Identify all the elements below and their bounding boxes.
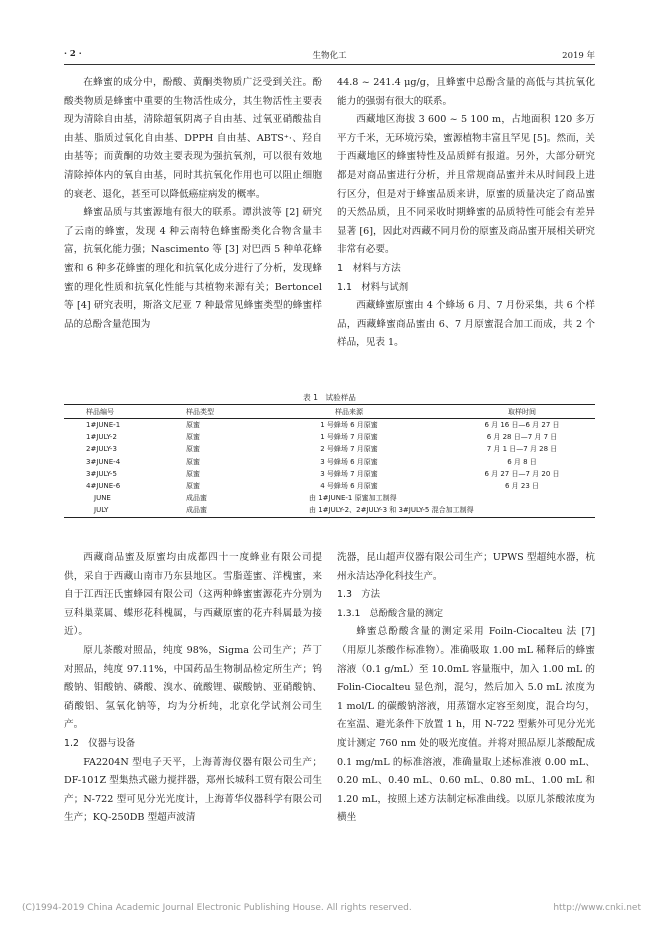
table-cell: 3 号蜂场 6 月原蜜 bbox=[320, 457, 378, 466]
subsubsection-heading: 1.3.1 总酚酸含量的测定 bbox=[337, 607, 444, 619]
table-cell: 成品蜜 bbox=[164, 504, 249, 517]
running-header bbox=[64, 49, 595, 63]
paragraph: 西藏商品蜜及原蜜均由成都四十一度蜂业有限公司提供，采自于西藏山南市乃东县地区。雪脂莲蜜、洋槐蜜，来自于江西汪氏蜜蜂园有限公司（这两种蜂蜜蜜源花卉分别为豆科巢菜属、蝶形花科槐属，与西藏原蜜的花卉科属最为接近）。 bbox=[64, 552, 322, 638]
table-cell: 2 号蜂场 7 月原蜜 bbox=[320, 445, 378, 454]
table-header-row bbox=[64, 405, 595, 419]
table-row bbox=[64, 492, 595, 504]
table-cell: 1#JUNE-1 bbox=[86, 421, 121, 430]
table-row bbox=[64, 504, 595, 517]
journal-name: 生物化工 bbox=[312, 51, 347, 61]
page-number: · 2 · bbox=[64, 49, 82, 59]
table-cell: 4#JUNE-6 bbox=[86, 482, 121, 491]
table-row bbox=[64, 419, 595, 432]
subsection-heading: 1.2 仪器与设备 bbox=[64, 737, 136, 749]
table-row bbox=[64, 480, 595, 492]
paragraph: 西藏地区海拔 3 600 ~ 5 100 m，占地面积 120 多万平方千米，无环境污染，蜜源植物丰富且罕见 [5]。然而，关于西藏地区的蜂蜜特性及品质鲜有报道。另外，大部分研究都是对商品蜜进行分析，并且常规商品蜜并未从时间段上进行区分，但是对于蜂蜜品质来讲，原蜜的质量决定了商品蜜的天然品质，且不同采收时期蜂蜜的品质特性可能会有差异显著 [6]，因此对西藏不同月份的原蜜及商品蜜开展相关研究非常有必要。 bbox=[337, 114, 595, 256]
paragraph: 原儿茶酸对照品，纯度 98%，Sigma 公司生产；芦丁对照品，纯度 97.11%，中国药品生物制品检定所生产；钨酸钠、钼酸钠、磷酸、溴水、硫酸锂、碳酸钠、亚硝酸钠、硝酸铝、氢氧化钠等，均为分析纯，北京化学试剂公司生产。 bbox=[64, 644, 322, 731]
table-cell: 原蜜 bbox=[186, 421, 200, 430]
table-cell: 6 月 16 日—6 月 27 日 bbox=[484, 421, 560, 430]
journal-year: 2019 年 bbox=[562, 51, 595, 61]
table-cell: 2#JULY-3 bbox=[86, 445, 117, 454]
table-cell: 7 月 1 日—7 月 28 日 bbox=[486, 445, 558, 454]
table-header: 样品类型 bbox=[164, 405, 249, 419]
table-header: 取样时间 bbox=[449, 405, 595, 419]
table-cell: 3#JULY-5 bbox=[86, 469, 117, 478]
table-cell: JUNE bbox=[94, 494, 111, 503]
paragraph: 西藏蜂蜜原蜜由 4 个蜂场 6 月、7 月份采集，共 6 个样品，西藏蜂蜜商品蜜由 6、7 月原蜜混合加工而成，共 2 个样品，见表 1。 bbox=[337, 300, 595, 349]
table-cell: JULY bbox=[64, 504, 164, 517]
table-cell: 3#JUNE-4 bbox=[86, 457, 121, 466]
table-caption: 表 1 试验样品 bbox=[303, 393, 356, 402]
table-cell: 1 号蜂场 6 月原蜜 bbox=[320, 421, 378, 430]
paragraph: 44.8 ~ 241.4 μg/g，且蜂蜜中总酚含量的高低与其抗氧化能力的强弱有很大的联系。 bbox=[337, 77, 595, 107]
right-column-top bbox=[337, 74, 595, 353]
paragraph: 蜂蜜总酚酸含量的测定采用 Foiln-Ciocalteu 法 [7]（用原儿茶酸作标准物）。准确吸取 1.00 mL 稀释后的蜂蜜溶液（0.1 g/mL）至 10.0mL 容量瓶中，加入 1.00 mL 的 Folin-Ciocalteu 显色剂，混匀，然后加入 5.0 mL 浓度为 1 mol/L 的碳酸钠溶液，用蒸馏水定容至刻度，混合均匀，在室温、避光条件下放置 1 h，用 N-722 型紫外可见分光光度计测定 760 nm 处的吸光度值。并将对照品原儿茶酸配成 0.1 mg/mL 的标准溶液，准确量取上述标准液 0.00 mL、0.20 mL、0.40 mL、0.60 mL、0.80 mL、1.00 mL 和 1.20 mL，按照上述方法制定标准曲线。以原儿茶酸浓度为横坐 bbox=[337, 626, 595, 824]
paragraph: FA2204N 型电子天平，上海菁海仪器有限公司生产；DF-101Z 型集热式磁力搅拌器，郑州长城科工贸有限公司生产；N-722 型可见分光光度计，上海菁华仪器科学有限公司生产；KQ-250DB 型超声波清 bbox=[64, 756, 322, 824]
table-cell: 成品蜜 bbox=[186, 494, 207, 503]
header-rule bbox=[64, 64, 595, 65]
table-cell: 由 1#JULY-2、2#JULY-3 和 3#JULY-5 混合加工制得 bbox=[249, 504, 595, 517]
sample-table bbox=[64, 404, 595, 518]
paragraph: 蜂蜜品质与其蜜源地有很大的联系。谭洪波等 [2] 研究了云南的蜂蜜，发现 4 种云南特色蜂蜜酚类化合物含量丰富，抗氧化能力强；Nascimento 等 [3] 对巴西 5 种单花蜂蜜和 6 种多花蜂蜜的理化和抗氧化成分进行了分析，发现蜂蜜的理化性质和抗氧化性能与其植物来源有关；Bertoncel 等 [4] 研究表明，斯洛文尼亚 7 种最常见蜂蜜类型的蜂蜜样品的总酚含量范围为 bbox=[64, 207, 322, 330]
table-cell: 由 1#JUNE-1 原蜜加工制得 bbox=[309, 494, 397, 503]
paragraph: 在蜂蜜的成分中，酚酸、黄酮类物质广泛受到关注。酚酸类物质是蜂蜜中重要的生物活性成分，其生物活性主要表现为清除自由基，清除超氧阴离子自由基、过氧亚硝酸盐自由基、脂质过氧化自由基、DPPH 自由基、ABTS⁺·、羟自由基等；而黄酮的功效主要表现为强抗氧剂，可以很有效地清除掉体内的氧自由基，同时其抗氧化作用也可以阻止细胞的衰老、退化，甚至可以降低癌症病发的概率。 bbox=[64, 77, 322, 200]
table-cell: 3 号蜂场 7 月原蜜 bbox=[320, 469, 378, 478]
footer-url: http://www.cnki.net bbox=[553, 903, 641, 913]
table-header: 样品来源 bbox=[249, 405, 449, 419]
table-header: 样品编号 bbox=[64, 405, 164, 419]
table-row bbox=[64, 456, 595, 468]
left-column-top bbox=[64, 74, 322, 334]
right-column-bottom bbox=[337, 549, 595, 828]
table-row bbox=[64, 443, 595, 455]
table-cell: 原蜜 bbox=[186, 457, 200, 466]
copyright-text: (C)1994-2019 China Academic Journal Electronic Publishing House. All rights reserved. bbox=[22, 903, 412, 913]
paragraph: 洗器，昆山超声仪器有限公司生产；UPWS 型超纯水器，杭州永洁达净化科技生产。 bbox=[337, 552, 595, 582]
table-cell: 6 月 23 日 bbox=[504, 482, 540, 491]
table-cell: 原蜜 bbox=[186, 469, 200, 478]
table-row bbox=[64, 468, 595, 480]
table-cell: 原蜜 bbox=[186, 445, 200, 454]
table-row bbox=[64, 431, 595, 443]
table-cell: 原蜜 bbox=[186, 433, 200, 442]
subsection-heading: 1.3 方法 bbox=[337, 589, 381, 601]
table-cell: 4 号蜂场 6 月原蜜 bbox=[320, 482, 378, 491]
table-cell: 1#JULY-2 bbox=[86, 433, 117, 442]
section-heading: 1 材料与方法 bbox=[337, 262, 401, 274]
subsection-heading: 1.1 材料与试剂 bbox=[337, 281, 409, 293]
table-cell: 6 月 27 日—7 月 20 日 bbox=[484, 469, 560, 478]
table-cell: 6 月 8 日 bbox=[507, 457, 537, 466]
table-cell: 6 月 28 日—7 月 7 日 bbox=[486, 433, 558, 442]
table-cell: 原蜜 bbox=[186, 482, 200, 491]
left-column-bottom bbox=[64, 549, 322, 828]
table-cell: 1 号蜂场 7 月原蜜 bbox=[320, 433, 378, 442]
